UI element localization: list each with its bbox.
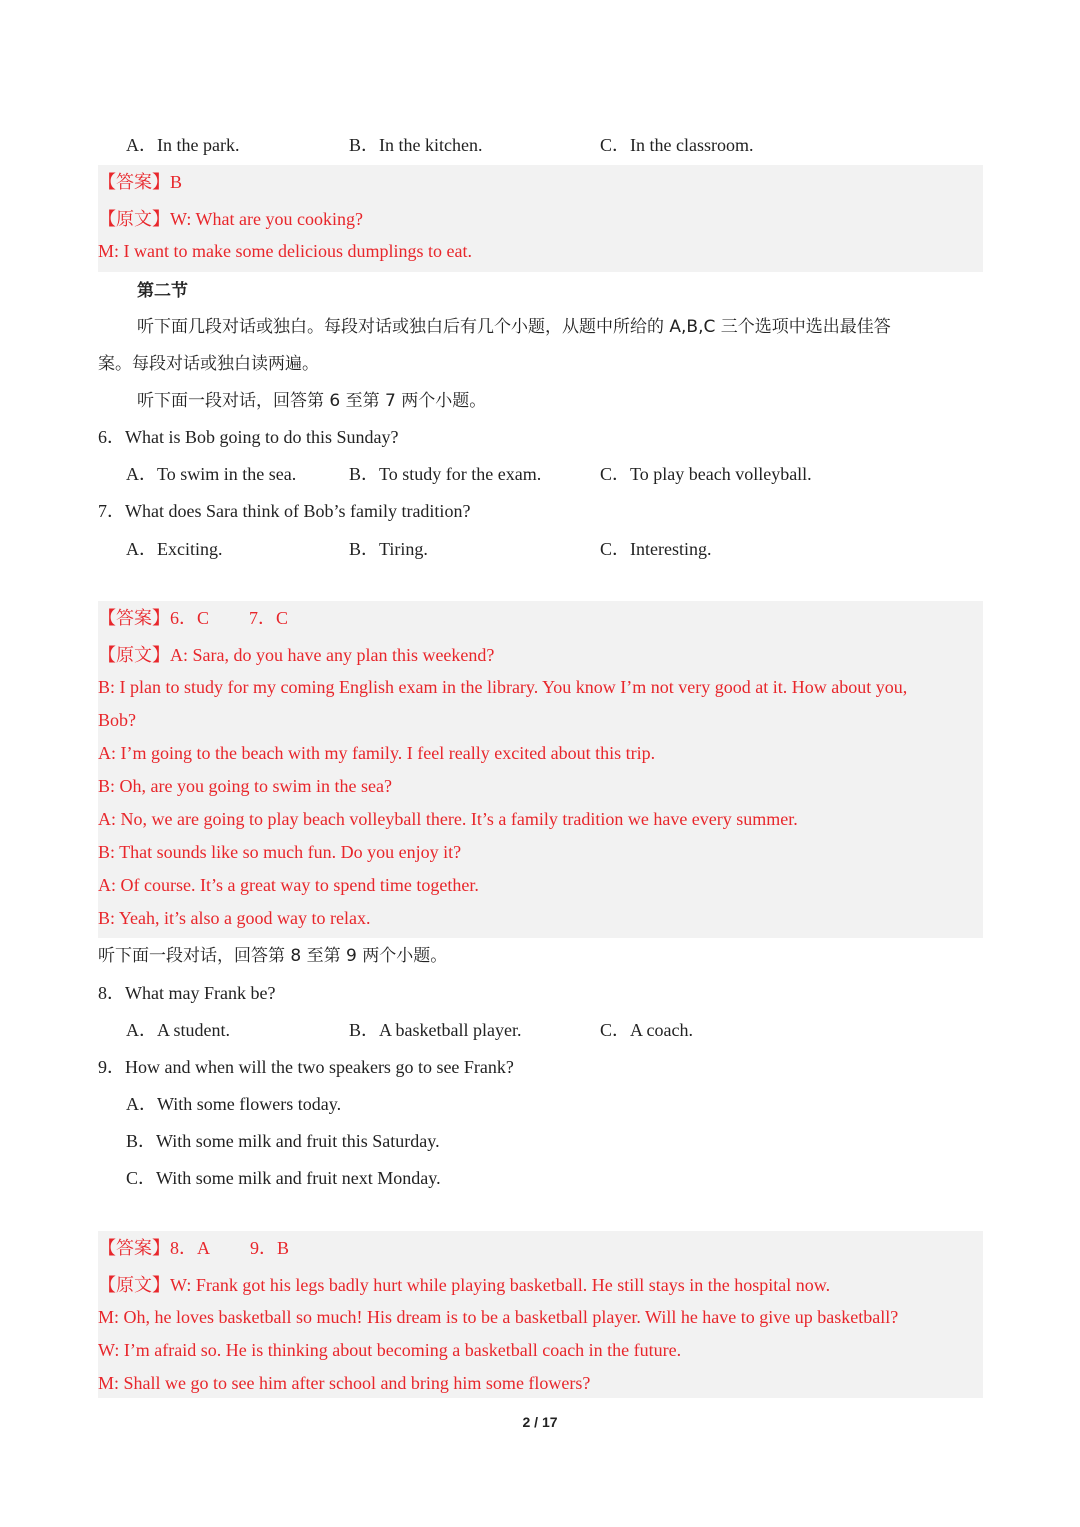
script-2-line-3: Bob? (98, 710, 136, 730)
sub-instruction-2: 听下面一段对话，回答第 8 至第 9 两个小题。 (98, 946, 448, 966)
script-3-line-3: W: I’m afraid so. He is thinking about becoming a basketball coach in the future. (98, 1340, 682, 1360)
script-2-line-1: 【原文】A: Sara, do you have any plan this weekend? (98, 645, 495, 665)
script-label: 【原文】 (98, 1275, 170, 1295)
q6-option-a: A．To swim in the sea. (126, 464, 297, 484)
q8-option-c: C．A coach. (600, 1020, 693, 1040)
q9-option-b: B．With some milk and fruit this Saturday. (126, 1131, 440, 1151)
q9-option-c: C．With some milk and fruit next Monday. (126, 1168, 441, 1188)
script-2-line-6: A: No, we are going to play beach volleyball there. It’s a family tradition we have every summer. (98, 809, 798, 829)
script-2-line-4: A: I’m going to the beach with my family. I feel really excited about this trip. (98, 743, 656, 763)
q8-option-b: B．A basketball player. (349, 1020, 522, 1040)
q9-option-a: A．With some flowers today. (126, 1094, 342, 1114)
q7-option-b: B．Tiring. (349, 539, 428, 559)
q8-stem: 8．What may Frank be? (98, 983, 276, 1003)
page-number: 2 / 17 (522, 1414, 558, 1430)
script-label: 【原文】 (98, 645, 170, 665)
q6-stem: 6．What is Bob going to do this Sunday? (98, 427, 399, 447)
script-3-line-1: 【原文】W: Frank got his legs badly hurt while playing basketball. He still stays in the hospital now. (98, 1275, 831, 1295)
script-2-line-9: B: Yeah, it’s also a good way to relax. (98, 908, 371, 928)
section-title: 第二节 (137, 281, 188, 301)
script-2-line-2: B: I plan to study for my coming English exam in the library. You know I’m not very good at it. How about you, (98, 677, 908, 697)
sub-instruction-1: 听下面一段对话，回答第 6 至第 7 两个小题。 (137, 391, 487, 411)
script-label: 【原文】 (98, 209, 170, 229)
script-2-line-7: B: That sounds like so much fun. Do you enjoy it? (98, 842, 462, 862)
script-3-line-2: M: Oh, he loves basketball so much! His dream is to be a basketball player. Will he have to give up basketball? (98, 1307, 899, 1327)
q6-option-b: B．To study for the exam. (349, 464, 542, 484)
script-2-line-5: B: Oh, are you going to swim in the sea? (98, 776, 392, 796)
script-2-line-8: A: Of course. It’s a great way to spend time together. (98, 875, 479, 895)
q5-option-b: B．In the kitchen. (349, 135, 483, 155)
answer-1: 【答案】B (98, 172, 183, 192)
script-1-line-1: 【原文】W: What are you cooking? (98, 209, 363, 229)
script-3-line-4: M: Shall we go to see him after school and bring him some flowers? (98, 1373, 591, 1393)
section-instruction-2: 案。每段对话或独白读两遍。 (98, 354, 319, 374)
q6-option-c: C．To play beach volleyball. (600, 464, 812, 484)
answer-2: 【答案】6．C 7．C (98, 608, 289, 628)
q8-option-a: A．A student. (126, 1020, 231, 1040)
q9-stem: 9．How and when will the two speakers go to see Frank? (98, 1057, 514, 1077)
q7-stem: 7．What does Sara think of Bob’s family tradition? (98, 501, 471, 521)
q5-option-c: C．In the classroom. (600, 135, 754, 155)
answer-3: 【答案】8．A 9．B (98, 1238, 290, 1258)
q7-option-c: C．Interesting. (600, 539, 712, 559)
section-instruction-1: 听下面几段对话或独白。每段对话或独白后有几个小题，从题中所给的 A,B,C 三个选项中选出最佳答 (137, 317, 891, 337)
q5-option-a: A．In the park. (126, 135, 240, 155)
script-1-line-2: M: I want to make some delicious dumplings to eat. (98, 241, 472, 261)
q7-option-a: A．Exciting. (126, 539, 223, 559)
